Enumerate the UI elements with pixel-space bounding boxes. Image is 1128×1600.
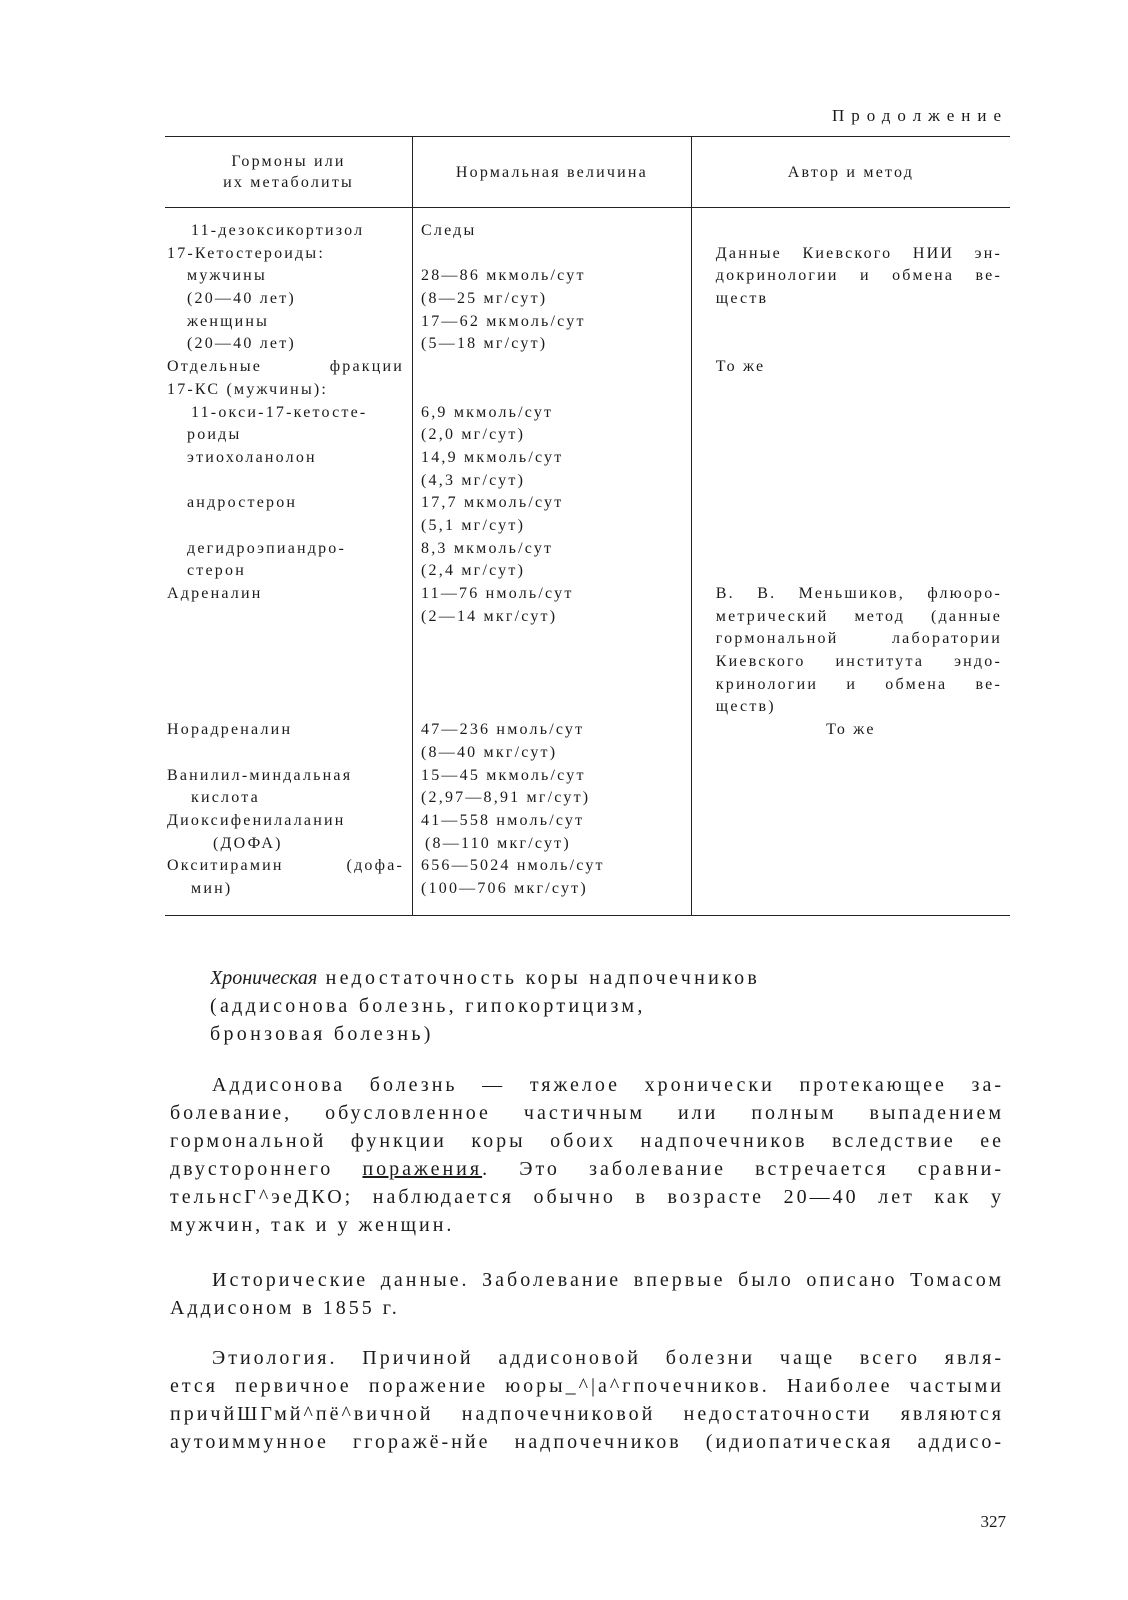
normal-value-cell-line <box>413 651 691 674</box>
author-method-cell-line: кринологии и обмена ве- <box>715 675 1002 693</box>
hormone-cell-line: стерон <box>187 562 246 580</box>
hormone-cell-line: Адреналин <box>167 585 263 602</box>
hormone-cell-line <box>165 628 412 651</box>
normal-value-cell-line: (8—25 мг/сут) <box>421 290 548 308</box>
paragraph-addison-definition <box>170 1071 1004 1239</box>
normal-value-cell-line <box>413 696 691 719</box>
normal-value-cell-line: (8—110 мкг/сут) <box>425 834 571 852</box>
hormone-cell-line: (20—40 лет) <box>187 335 296 353</box>
paragraph-line: Аддисонова болезнь — тяжелое хронически протекающее за- <box>212 1074 1004 1096</box>
normal-value-cell-line: Следы <box>421 222 477 239</box>
paragraph-line: мужчин, так и у женщин. <box>170 1214 455 1236</box>
paragraph-line: гормональной функции коры обоих надпочечников вследствие ее <box>170 1130 1004 1152</box>
author-method-cell-line: гормональной лаборатории <box>715 630 1002 648</box>
author-method-cell-line <box>692 787 1010 810</box>
paragraph-line: Исторические данные. Заболевание впервые было описано Томасом <box>212 1269 1004 1291</box>
author-method-cell-line: Данные Киевского НИИ эн- <box>715 244 1002 262</box>
heading-italic-word: Хроническая <box>210 967 318 989</box>
author-method-cell-line <box>692 311 1010 334</box>
paragraph-line: ется первичное поражение юоры_^|а^гпочечников. Наиболее частыми <box>170 1375 1004 1397</box>
hormone-norms-table <box>165 136 1010 916</box>
normal-value-cell-line: (5—18 мг/сут) <box>421 335 548 353</box>
heading-line1-rest: недостаточность коры надпочечников <box>317 967 761 989</box>
column-normal-values <box>413 208 692 916</box>
hormone-cell-line <box>165 470 412 493</box>
author-method-cell-line <box>692 765 1010 788</box>
hormone-cell-line: Ванилил-миндальная <box>167 766 353 784</box>
hormone-cell-line: Диоксифенилаланин <box>167 811 346 829</box>
hormone-cell-line <box>165 515 412 538</box>
normal-value-cell-line: 41—558 нмоль/сут <box>421 811 585 829</box>
author-method-cell-line: То же <box>715 358 766 376</box>
hormone-cell-line: мин) <box>191 879 233 897</box>
normal-value-cell-line: (100—706 мкг/сут) <box>421 879 588 897</box>
normal-value-cell-line <box>413 356 691 379</box>
author-method-cell-line: То же <box>826 721 876 739</box>
author-method-cell-line: Киевского института эндо- <box>715 653 1002 671</box>
hormone-cell-line <box>165 742 412 765</box>
hormone-cell-line <box>165 606 412 629</box>
normal-value-cell-line: (2—14 мкг/сут) <box>421 607 558 625</box>
header-author-method: Автор и метод <box>691 137 1010 208</box>
hormone-cell-line: 17-КС (мужчины): <box>167 380 329 398</box>
author-method-cell-line <box>692 560 1010 583</box>
author-method-cell-line <box>692 492 1010 515</box>
text-segment: двустороннего <box>170 1158 363 1180</box>
paragraph-line: болевание, обусловленное частичным или полным выпадением <box>170 1102 1004 1124</box>
author-method-cell-line: докринологии и обмена ве- <box>715 267 1002 285</box>
underlined-word: поражения <box>362 1158 483 1180</box>
paragraph-line: аутоиммунное ггоражё-нйе надпочечников (идиопатическая аддисо- <box>170 1431 1004 1453</box>
header-hormones <box>165 137 413 208</box>
paragraph-etiology <box>170 1344 1004 1456</box>
paragraph-line: тельнсГ^эеДКО; наблюдается обычно в возрасте 20—40 лет как у <box>170 1186 1004 1208</box>
author-method-cell-line <box>692 470 1010 493</box>
continuation-label: Продолжение <box>831 106 1008 125</box>
hormone-cell-line: женщины <box>187 312 270 330</box>
author-method-cell-line <box>692 810 1010 833</box>
normal-value-cell-line: 656—5024 нмоль/сут <box>421 857 605 875</box>
normal-value-cell-line: 8,3 мкмоль/сут <box>421 539 554 557</box>
hormone-cell-line: андростерон <box>187 494 298 512</box>
paragraph-line <box>170 1155 1004 1183</box>
normal-value-cell-line <box>413 674 691 697</box>
author-method-cell-line <box>692 379 1010 402</box>
hormone-cell-line: (20—40 лет) <box>187 290 296 308</box>
author-method-cell-line <box>692 742 1010 765</box>
normal-value-cell-line: (5,1 мг/сут) <box>421 516 526 534</box>
hormone-cell-line: роиды <box>187 426 242 444</box>
normal-value-cell-line: 47—236 нмоль/сут <box>421 721 585 739</box>
normal-value-cell-line: 15—45 мкмоль/сут <box>421 766 586 784</box>
hormone-cell-line: (ДОФА) <box>213 834 283 852</box>
normal-value-cell-line: 6,9 мкмоль/сут <box>421 403 554 421</box>
hormone-cell-line: 11-окси-17-кетосте- <box>191 403 368 421</box>
author-method-cell-line: ществ) <box>715 698 776 716</box>
author-method-cell-line <box>692 855 1010 878</box>
paragraph-line: причйШГмй^пё^вичной надпочечниковой недостаточности являются <box>170 1403 1004 1425</box>
author-method-cell-line <box>692 220 1010 243</box>
section-heading <box>210 964 760 1048</box>
hormone-cell-line: Норадреналин <box>167 721 293 739</box>
normal-value-cell-line: 14,9 мкмоль/сут <box>421 448 564 466</box>
hormone-cell-line: этиохоланолон <box>187 448 317 466</box>
hormone-cell-line: кислота <box>191 789 260 807</box>
normal-value-cell-line: (8—40 мкг/сут) <box>421 743 558 761</box>
header-normal-value: Нормальная величина <box>413 137 692 208</box>
author-method-cell-line <box>692 515 1010 538</box>
normal-value-cell-line: (2,4 мг/сут) <box>421 562 526 580</box>
paragraph-line: Аддисоном в 1855 г. <box>170 1297 400 1319</box>
normal-value-cell-line <box>413 628 691 651</box>
hormone-cell-line: Отдельные фракции <box>167 358 405 376</box>
normal-value-cell-line: (4,3 мг/сут) <box>421 471 526 489</box>
heading-line-2: (аддисонова болезнь, гипокортицизм, <box>210 995 646 1017</box>
author-method-cell-line <box>692 447 1010 470</box>
normal-value-cell-line: 17—62 мкмоль/сут <box>421 312 586 330</box>
heading-line-3: бронзовая болезнь) <box>210 1023 434 1045</box>
hormone-cell-line: Окситирамин (дофа- <box>167 857 405 875</box>
author-method-cell-line <box>692 538 1010 561</box>
hormone-cell-line: дегидроэпиандро- <box>187 539 347 557</box>
hormone-cell-line: 11-дезоксикортизол <box>191 222 365 239</box>
column-hormones <box>165 208 413 916</box>
author-method-cell-line: ществ <box>715 290 769 308</box>
header-hormones-line2: их метаболиты <box>223 174 354 191</box>
normal-value-cell-line: 17,7 мкмоль/сут <box>421 494 564 512</box>
hormone-cell-line <box>165 674 412 697</box>
hormone-cell-line: мужчины <box>187 267 267 285</box>
hormone-cell-line: 17-Кетостероиды: <box>167 244 325 262</box>
header-hormones-line1: Гормоны или <box>231 153 346 170</box>
author-method-cell-line <box>692 333 1010 356</box>
page-number: 327 <box>980 1512 1006 1531</box>
hormone-cell-line <box>165 651 412 674</box>
paragraph-line: Этиология. Причиной аддисоновой болезни чаще всего явля- <box>212 1347 1004 1369</box>
heading-line-1 <box>210 964 760 992</box>
author-method-cell-line <box>692 833 1010 856</box>
author-method-cell-line <box>692 424 1010 447</box>
normal-value-cell-line: (2,97—8,91 мг/сут) <box>421 789 591 807</box>
author-method-cell-line <box>692 878 1010 901</box>
normal-value-cell-line <box>413 379 691 402</box>
author-method-cell-line: метрический метод (данные <box>715 607 1002 625</box>
paragraph-historical-data <box>170 1266 1004 1322</box>
column-authors <box>691 208 1010 916</box>
normal-value-cell-line <box>413 243 691 266</box>
table-body-row <box>165 208 1010 916</box>
normal-value-cell-line: (2,0 мг/сут) <box>421 426 526 444</box>
hormone-cell-line <box>165 696 412 719</box>
author-method-cell-line: В. В. Меньшиков, флюоро- <box>715 585 1002 602</box>
author-method-cell-line <box>692 402 1010 425</box>
normal-value-cell-line: 11—76 нмоль/сут <box>421 585 574 602</box>
text-segment: . Это заболевание встречается сравни- <box>482 1158 1004 1180</box>
normal-value-cell-line: 28—86 мкмоль/сут <box>421 267 586 285</box>
table-header-row <box>165 137 1010 208</box>
